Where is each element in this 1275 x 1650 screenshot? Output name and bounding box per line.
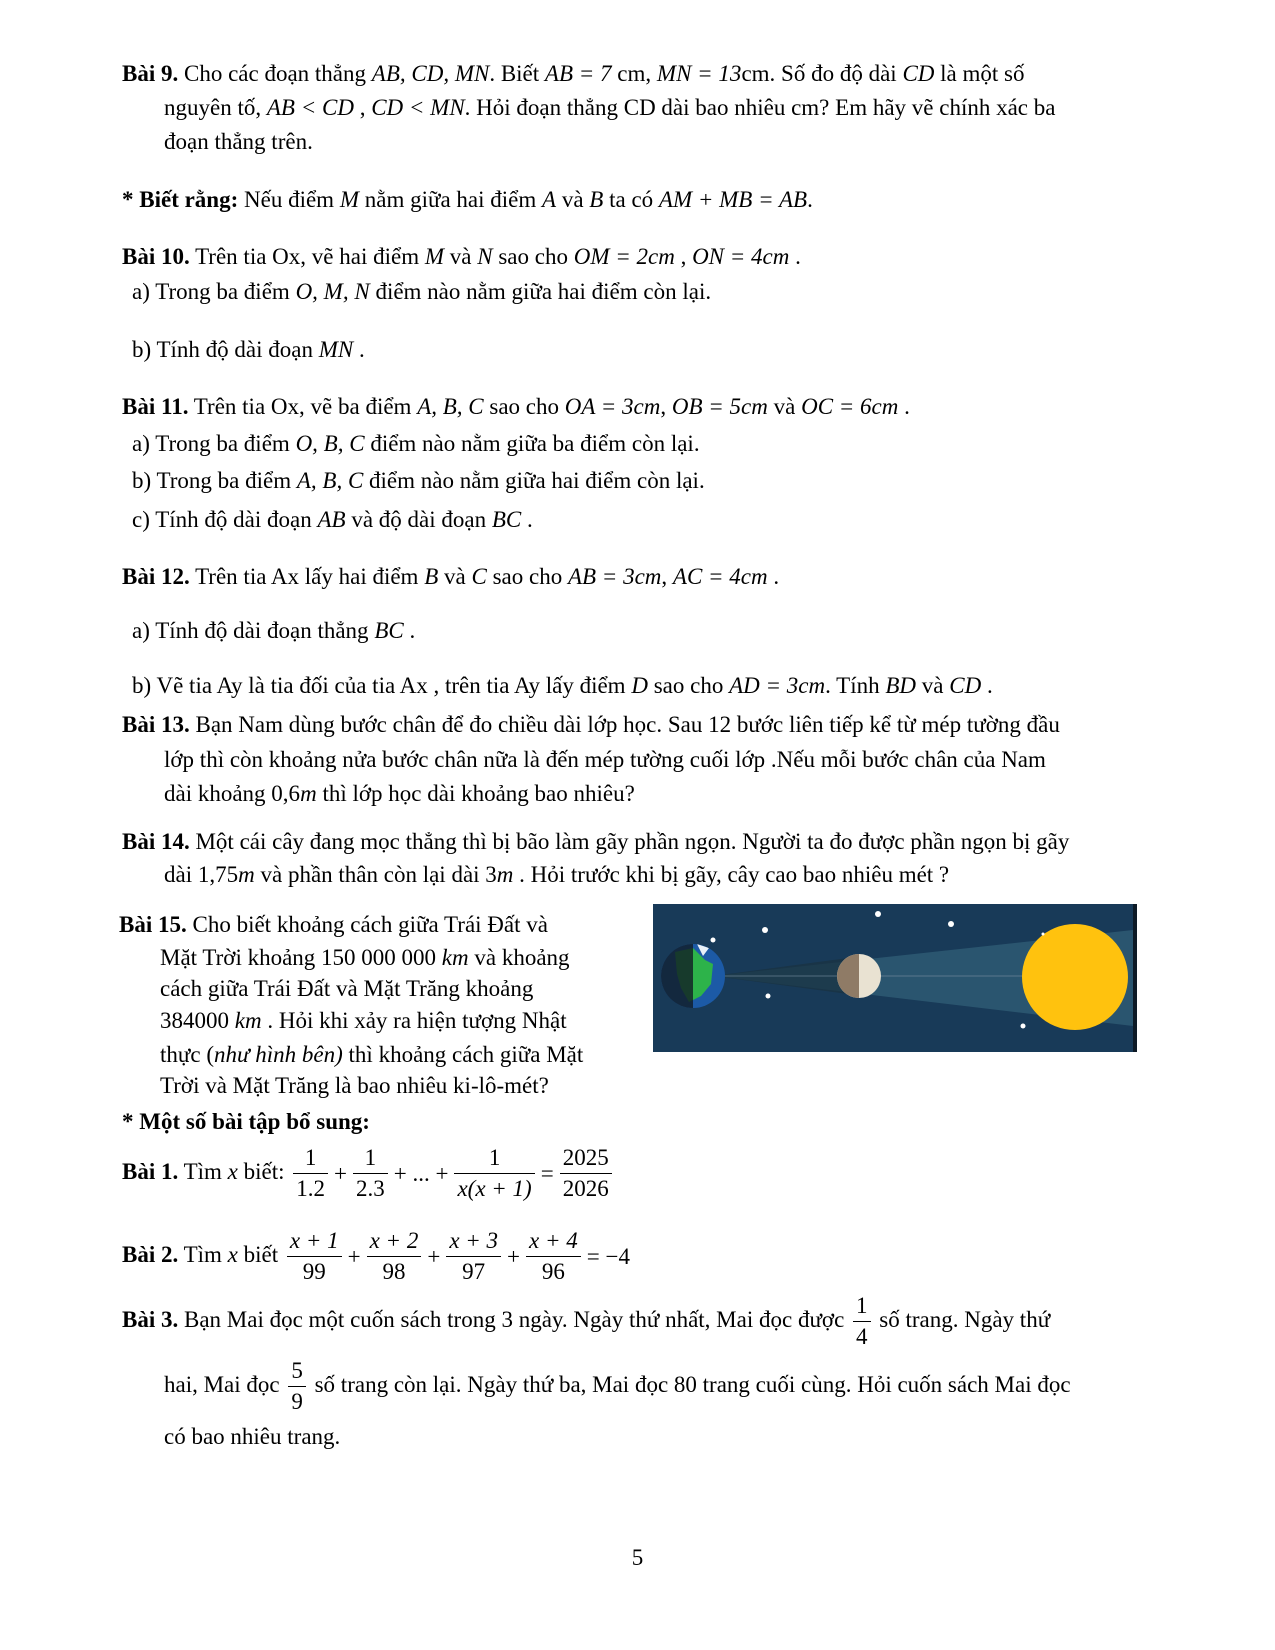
denominator: 98 <box>382 1259 406 1285</box>
page-number: 5 <box>631 1545 644 1570</box>
math: x <box>227 1242 238 1267</box>
supp-problem-2-title: Bài 2. <box>122 1242 179 1267</box>
text: số trang. Ngày thứ <box>873 1307 1051 1332</box>
equals-sign: = <box>540 1160 554 1186</box>
fraction <box>353 1145 388 1202</box>
fraction <box>287 1228 342 1285</box>
text: sao cho <box>486 564 568 589</box>
problem-13-title: Bài 13. <box>122 712 190 737</box>
text: thực ( <box>160 1042 214 1067</box>
math: A <box>542 187 557 212</box>
math: MN <box>318 337 354 362</box>
text: dài khoảng 0,6 <box>164 781 301 806</box>
math: m <box>496 862 514 887</box>
problem-11-title: Bài 11. <box>122 394 189 419</box>
text: Trên tia Ax lấy hai điểm <box>189 564 425 589</box>
math: BC <box>374 618 404 643</box>
text: và phần thân còn lại dài 3 <box>254 862 497 887</box>
text: , <box>674 244 693 269</box>
math: km <box>441 945 469 970</box>
math: BC <box>491 507 522 532</box>
text: Ox <box>270 394 300 419</box>
supplementary-heading <box>122 1108 370 1136</box>
text: sao cho <box>483 394 565 419</box>
text: , <box>661 564 673 589</box>
problem-12-title: Bài 12. <box>122 564 190 589</box>
sun <box>1022 924 1128 1030</box>
math: A, B, C <box>296 468 364 493</box>
text: a) Trong ba điểm <box>132 279 296 304</box>
text: Mặt Trời khoảng 150 000 000 <box>160 945 442 970</box>
math: D <box>631 673 648 698</box>
text: sao cho <box>647 673 730 698</box>
text: lớp thì còn khoảng nửa bước chân nữa là đến mép tường cuối lớp .Nếu mỗi bước chân của Nam <box>164 747 1046 772</box>
text: nằm giữa hai điểm <box>359 187 543 212</box>
math: A, B, C <box>417 394 484 419</box>
supplementary-title: * Một số bài tập bổ sung: <box>122 1109 370 1134</box>
text: thì lớp học dài khoảng bao nhiêu? <box>316 781 635 806</box>
math: AM + MB = AB <box>658 187 808 212</box>
text: cách giữa Trái Đất và Mặt Trăng khoảng <box>160 976 534 1001</box>
plus-sign: + <box>427 1243 441 1269</box>
text: , vẽ hai điểm <box>300 244 425 269</box>
fraction <box>526 1228 581 1285</box>
math: AB < CD <box>266 95 354 120</box>
problem-14-title: Bài 14. <box>122 829 190 854</box>
denominator: 97 <box>462 1259 486 1285</box>
numerator: 5 <box>288 1358 306 1387</box>
numerator: x + 2 <box>367 1228 422 1257</box>
math: OM = 2cm <box>573 244 675 269</box>
plus-sign: + <box>347 1243 361 1269</box>
note-title: * Biết rằng: <box>122 187 239 212</box>
known-note <box>122 186 813 214</box>
denominator: 9 <box>291 1389 303 1415</box>
math: CD < MN <box>371 95 465 120</box>
supp-problem-2 <box>122 1225 633 1285</box>
math: O, B, C <box>295 431 365 456</box>
text: a) Trong ba điểm <box>132 431 296 456</box>
math: AC = 4cm <box>672 564 768 589</box>
denominator: 99 <box>302 1259 326 1285</box>
numerator: 1 <box>353 1145 388 1174</box>
text: a) Tính độ dài đoạn thẳng <box>132 618 375 643</box>
math: B <box>424 564 439 589</box>
numerator: 2025 <box>560 1145 612 1174</box>
math: km <box>234 1008 262 1033</box>
text: Nếu điểm <box>238 187 340 212</box>
text: . <box>521 507 533 532</box>
text: số trang còn lại. Ngày thứ ba, Mai đọc 80 trang cuối cùng. Hỏi cuốn sách Mai đọc <box>308 1372 1071 1397</box>
text: . <box>767 564 780 589</box>
problem-15-title: Bài 15. <box>119 912 187 937</box>
fraction <box>367 1228 422 1285</box>
text: b) Vẽ tia Ay là tia đối của tia Ax , trên tia Ay lấy điểm <box>132 673 632 698</box>
denominator: 1.2 <box>296 1176 326 1202</box>
denominator: 96 <box>541 1259 565 1285</box>
fraction <box>454 1145 534 1202</box>
problem-9-title: Bài 9. <box>122 61 179 86</box>
denominator: x(x + 1) <box>457 1176 532 1202</box>
text: , vẽ ba điểm <box>299 394 418 419</box>
text: 384000 <box>160 1008 235 1033</box>
numerator: x + 1 <box>287 1228 342 1257</box>
text: và <box>916 673 950 698</box>
text: điểm nào nằm giữa hai điểm còn lại. <box>363 468 705 493</box>
math: AB = 7 <box>544 61 612 86</box>
text: . <box>353 337 365 362</box>
text: Tìm <box>178 1159 228 1184</box>
text: và khoảng <box>468 945 570 970</box>
text: , <box>660 394 672 419</box>
text: điểm nào nằm giữa ba điểm còn lại. <box>364 431 700 456</box>
text: . <box>981 673 993 698</box>
math: BD <box>885 673 917 698</box>
text: . <box>403 618 416 643</box>
math: m <box>238 862 255 887</box>
math: AB = 3cm <box>567 564 662 589</box>
text: c) Tính độ dài đoạn <box>132 507 318 532</box>
problem-10-title: Bài 10. <box>122 244 190 269</box>
text: Ox <box>272 244 301 269</box>
text: cm. Số đo độ dài <box>741 61 903 86</box>
text: Cho biết khoảng cách giữa Trái Đất và <box>186 912 548 937</box>
text: cm, <box>611 61 657 86</box>
text: Trên tia <box>189 244 273 269</box>
text: Trên tia <box>188 394 271 419</box>
fraction <box>293 1145 328 1202</box>
text: dài 1,75 <box>164 862 239 887</box>
text: biết <box>237 1242 284 1267</box>
text: . Hỏi khi xảy ra hiện tượng Nhật <box>261 1008 567 1033</box>
denominator: 2026 <box>562 1176 609 1202</box>
text: và độ dài đoạn <box>345 507 492 532</box>
math: C <box>471 564 487 589</box>
supp-problem-3-title: Bài 3. <box>122 1307 179 1332</box>
math: AB, CD, MN <box>371 61 490 86</box>
text: hai, Mai đọc <box>164 1372 286 1397</box>
text: và <box>556 187 590 212</box>
fraction <box>446 1228 501 1285</box>
text: Một cái cây đang mọc thẳng thì bị bão làm gãy phần ngọn. Người ta đo được phần ngọn bị gãy <box>189 829 1070 854</box>
text: , <box>353 95 372 120</box>
text: thì khoảng cách giữa Mặt <box>342 1042 584 1067</box>
fraction <box>560 1145 612 1202</box>
math: O, M, N <box>295 279 370 304</box>
text: . <box>789 244 801 269</box>
denominator: 2.3 <box>356 1176 385 1202</box>
numerator: 1 <box>853 1293 871 1322</box>
text: Cho các đoạn thẳng <box>178 61 372 86</box>
math: N <box>477 244 493 269</box>
text: và <box>438 564 472 589</box>
math: OC = 6cm <box>801 394 899 419</box>
math: OB = 5cm <box>671 394 768 419</box>
math: OA = 3cm <box>564 394 661 419</box>
math: m <box>300 781 317 806</box>
moon <box>837 954 881 998</box>
math: CD <box>902 61 935 86</box>
text: và <box>767 394 802 419</box>
text: sao cho <box>492 244 574 269</box>
text: Tìm <box>178 1242 228 1267</box>
text: đoạn thẳng trên. <box>164 129 313 154</box>
text: như hình bên) <box>213 1042 343 1067</box>
text: Bạn Nam dùng bước chân để đo chiều dài lớp học. Sau 12 bước liên tiếp kể từ mép tường đầu <box>189 712 1060 737</box>
numerator: x + 4 <box>526 1228 581 1257</box>
fraction <box>853 1293 871 1350</box>
math: AD = 3cm <box>729 673 826 698</box>
numerator: x + 3 <box>446 1228 501 1257</box>
text: . Hỏi đoạn thẳng CD dài bao nhiêu cm? Em hãy vẽ chính xác ba <box>464 95 1056 120</box>
math: AB <box>317 507 346 532</box>
solar-eclipse-illustration <box>653 904 1137 1052</box>
math: ON = 4cm <box>692 244 790 269</box>
numerator: 1 <box>293 1145 328 1174</box>
text: . <box>898 394 910 419</box>
text: và <box>444 244 478 269</box>
right-border <box>1133 904 1137 1052</box>
plus-sign: + <box>507 1243 521 1269</box>
text: b) Tính độ dài đoạn <box>132 337 319 362</box>
text: Trời và Mặt Trăng là bao nhiêu ki-lô-mét? <box>160 1073 549 1098</box>
supp-problem-1-title: Bài 1. <box>122 1159 179 1184</box>
text: . <box>807 187 813 212</box>
text: là một số <box>934 61 1025 86</box>
denominator: 4 <box>856 1324 868 1350</box>
text: ta có <box>603 187 659 212</box>
text: . Tính <box>825 673 886 698</box>
math: B <box>589 187 604 212</box>
right-hand-side: = −4 <box>586 1243 630 1269</box>
text: nguyên tố, <box>164 95 267 120</box>
text: . Hỏi trước khi bị gãy, cây cao bao nhiêu mét ? <box>513 862 950 887</box>
supp-problem-1 <box>122 1142 615 1202</box>
text: . Biết <box>489 61 545 86</box>
math: M <box>424 244 445 269</box>
text: điểm nào nằm giữa hai điểm còn lại. <box>369 279 712 304</box>
math: x <box>227 1159 238 1184</box>
text: có bao nhiêu trang. <box>164 1424 341 1449</box>
fraction <box>288 1358 306 1415</box>
text: b) Trong ba điểm <box>132 468 297 493</box>
math: CD <box>949 673 982 698</box>
ellipsis-sum: + ... + <box>393 1160 449 1186</box>
text: biết: <box>237 1159 291 1184</box>
numerator: 1 <box>454 1145 534 1174</box>
plus-sign: + <box>334 1160 347 1186</box>
math: MN = 13 <box>656 61 742 86</box>
text: Bạn Mai đọc một cuốn sách trong 3 ngày. Ngày thứ nhất, Mai đọc được <box>178 1307 851 1332</box>
math: M <box>339 187 359 212</box>
